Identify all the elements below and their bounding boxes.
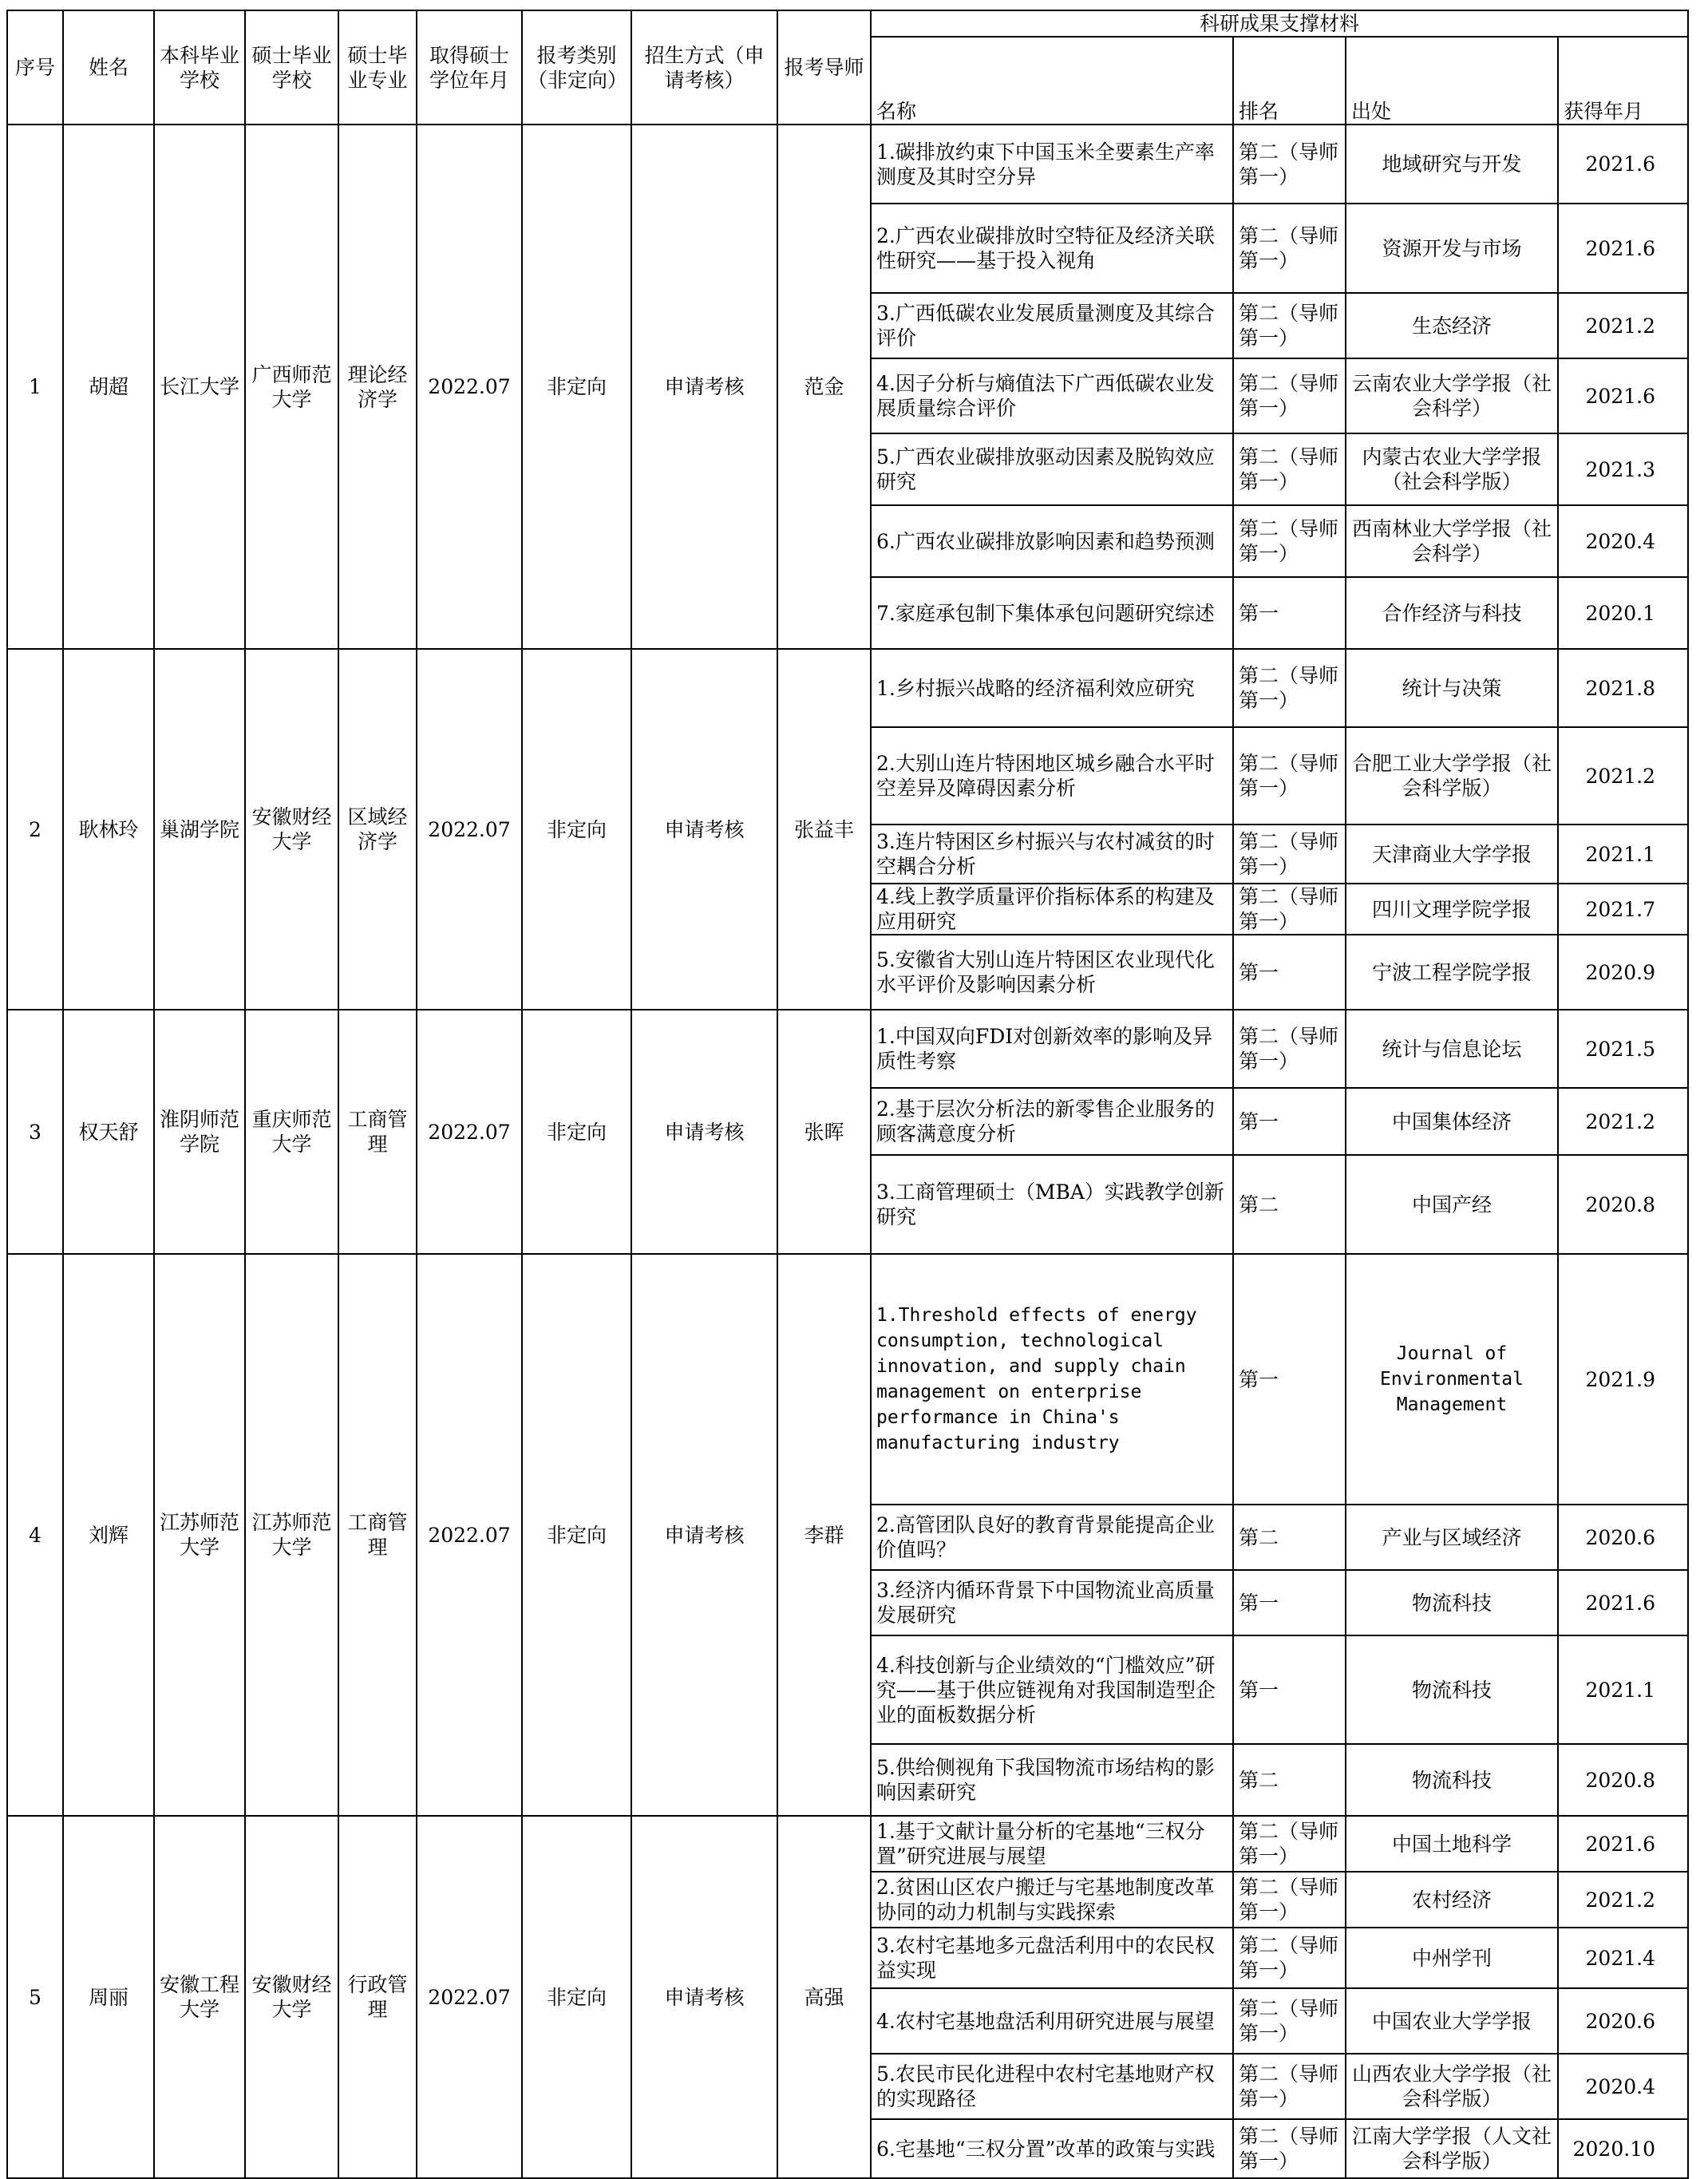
paper-source-cell: 天津商业大学学报 (1346, 825, 1558, 884)
header-degree-date: 取得硕士学位年月 (417, 10, 522, 125)
paper-date-cell: 2021.4 (1558, 1928, 1688, 1988)
student-degree-date-cell: 2022.07 (417, 125, 522, 649)
paper-source-cell: 生态经济 (1346, 293, 1558, 358)
header-paper-title: 名称 (871, 37, 1233, 125)
paper-source-cell: 西南林业大学学报（社会科学） (1346, 505, 1558, 577)
paper-title-cell: 5.供给侧视角下我国物流市场结构的影响因素研究 (871, 1744, 1233, 1816)
paper-title-cell: 1.Threshold effects of energy consumption, technological innovation, and supply chain management on enterprise performance in China's manufacturing industry (871, 1254, 1233, 1505)
paper-source-cell: 合肥工业大学学报（社会科学版） (1346, 727, 1558, 825)
student-degree-date-cell: 2022.07 (417, 649, 522, 1010)
paper-title-cell: 4.因子分析与熵值法下广西低碳农业发展质量综合评价 (871, 358, 1233, 433)
paper-source-cell: 江南大学学报（人文社会科学版） (1346, 2119, 1558, 2178)
paper-date-cell: 2020.4 (1558, 505, 1688, 577)
paper-date-cell: 2020.6 (1558, 1988, 1688, 2054)
paper-date-cell: 2021.6 (1558, 204, 1688, 293)
student-apply-type-cell: 非定向 (522, 1254, 631, 1816)
student-seq-cell: 2 (7, 649, 63, 1010)
student-name-cell: 权天舒 (63, 1010, 154, 1254)
paper-source-cell: Journal of Environmental Management (1346, 1254, 1558, 1505)
student-seq-cell: 1 (7, 125, 63, 649)
paper-source-cell: 统计与信息论坛 (1346, 1010, 1558, 1088)
paper-rank-cell: 第二（导师第一） (1233, 2054, 1346, 2119)
paper-rank-cell: 第二（导师第一） (1233, 884, 1346, 935)
paper-date-cell: 2020.4 (1558, 2054, 1688, 2119)
applicant-research-table (6, 10, 1689, 2179)
paper-title-cell: 4.农村宅基地盘活利用研究进展与展望 (871, 1988, 1233, 2054)
paper-row (7, 1816, 1688, 1872)
student-degree-date-cell: 2022.07 (417, 1816, 522, 2178)
paper-rank-cell: 第二（导师第一） (1233, 505, 1346, 577)
student-admission-cell: 申请考核 (631, 1010, 777, 1254)
header-advisor: 报考导师 (777, 10, 871, 125)
student-apply-type-cell: 非定向 (522, 125, 631, 649)
paper-title-cell: 2.高管团队良好的教育背景能提高企业价值吗？ (871, 1505, 1233, 1570)
paper-date-cell: 2021.6 (1558, 1570, 1688, 1635)
paper-source-cell: 资源开发与市场 (1346, 204, 1558, 293)
paper-title-cell: 3.经济内循环背景下中国物流业高质量发展研究 (871, 1570, 1233, 1635)
paper-title-cell: 1.中国双向FDI对创新效率的影响及异质性考察 (871, 1010, 1233, 1088)
paper-source-cell: 中国集体经济 (1346, 1088, 1558, 1155)
paper-title-cell: 4.线上教学质量评价指标体系的构建及应用研究 (871, 884, 1233, 935)
student-advisor-cell: 张益丰 (777, 649, 871, 1010)
student-undergrad-cell: 江苏师范大学 (154, 1254, 245, 1816)
header-research-materials: 科研成果支撑材料 (871, 10, 1688, 37)
paper-source-cell: 物流科技 (1346, 1570, 1558, 1635)
paper-title-cell: 6.宅基地“三权分置”改革的政策与实践 (871, 2119, 1233, 2178)
paper-rank-cell: 第二（导师第一） (1233, 358, 1346, 433)
paper-title-cell: 2.广西农业碳排放时空特征及经济关联性研究——基于投入视角 (871, 204, 1233, 293)
paper-title-cell: 7.家庭承包制下集体承包问题研究综述 (871, 577, 1233, 649)
paper-rank-cell: 第二（导师第一） (1233, 1872, 1346, 1928)
header-name: 姓名 (63, 10, 154, 125)
paper-title-cell: 4.科技创新与企业绩效的“门槛效应”研究——基于供应链视角对我国制造型企业的面板数据分析 (871, 1635, 1233, 1744)
paper-source-cell: 四川文理学院学报 (1346, 884, 1558, 935)
paper-source-cell: 内蒙古农业大学学报（社会科学版） (1346, 433, 1558, 505)
student-name-cell: 胡超 (63, 125, 154, 649)
paper-date-cell: 2021.2 (1558, 727, 1688, 825)
student-admission-cell: 申请考核 (631, 1816, 777, 2178)
header-master-major: 硕士毕业专业 (338, 10, 417, 125)
student-master-school-cell: 广西师范大学 (245, 125, 338, 649)
paper-date-cell: 2020.8 (1558, 1744, 1688, 1816)
paper-title-cell: 6.广西农业碳排放影响因素和趋势预测 (871, 505, 1233, 577)
paper-rank-cell: 第一 (1233, 1254, 1346, 1505)
student-undergrad-cell: 巢湖学院 (154, 649, 245, 1010)
student-apply-type-cell: 非定向 (522, 649, 631, 1010)
paper-date-cell: 2020.9 (1558, 935, 1688, 1010)
paper-title-cell: 1.碳排放约束下中国玉米全要素生产率测度及其时空分异 (871, 125, 1233, 204)
paper-source-cell: 农村经济 (1346, 1872, 1558, 1928)
paper-rank-cell: 第二（导师第一） (1233, 204, 1346, 293)
student-apply-type-cell: 非定向 (522, 1010, 631, 1254)
paper-date-cell: 2021.8 (1558, 649, 1688, 727)
student-name-cell: 刘辉 (63, 1254, 154, 1816)
header-paper-date: 获得年月 (1558, 37, 1688, 125)
paper-row (7, 125, 1688, 204)
student-admission-cell: 申请考核 (631, 1254, 777, 1816)
paper-title-cell: 3.农村宅基地多元盘活利用中的农民权益实现 (871, 1928, 1233, 1988)
student-master-school-cell: 江苏师范大学 (245, 1254, 338, 1816)
paper-rank-cell: 第二 (1233, 1505, 1346, 1570)
student-seq-cell: 4 (7, 1254, 63, 1816)
student-master-major-cell: 工商管理 (338, 1010, 417, 1254)
paper-rank-cell: 第一 (1233, 1570, 1346, 1635)
paper-source-cell: 中国产经 (1346, 1155, 1558, 1254)
paper-row (7, 1010, 1688, 1088)
student-master-major-cell: 行政管理 (338, 1816, 417, 2178)
student-seq-cell: 3 (7, 1010, 63, 1254)
header-row-top (7, 10, 1688, 37)
paper-date-cell: 2020.10 (1558, 2119, 1688, 2178)
student-master-school-cell: 安徽财经大学 (245, 649, 338, 1010)
paper-title-cell: 2.基于层次分析法的新零售企业服务的顾客满意度分析 (871, 1088, 1233, 1155)
paper-date-cell: 2021.2 (1558, 1088, 1688, 1155)
paper-date-cell: 2021.9 (1558, 1254, 1688, 1505)
paper-rank-cell: 第二（导师第一） (1233, 1988, 1346, 2054)
paper-title-cell: 3.广西低碳农业发展质量测度及其综合评价 (871, 293, 1233, 358)
paper-source-cell: 地域研究与开发 (1346, 125, 1558, 204)
paper-source-cell: 统计与决策 (1346, 649, 1558, 727)
paper-source-cell: 宁波工程学院学报 (1346, 935, 1558, 1010)
student-master-school-cell: 重庆师范大学 (245, 1010, 338, 1254)
student-master-major-cell: 理论经济学 (338, 125, 417, 649)
header-paper-rank: 排名 (1233, 37, 1346, 125)
paper-title-cell: 5.安徽省大别山连片特困区农业现代化水平评价及影响因素分析 (871, 935, 1233, 1010)
paper-source-cell: 中州学刊 (1346, 1928, 1558, 1988)
paper-title-cell: 2.贫困山区农户搬迁与宅基地制度改革协同的动力机制与实践探索 (871, 1872, 1233, 1928)
paper-date-cell: 2021.5 (1558, 1010, 1688, 1088)
student-advisor-cell: 范金 (777, 125, 871, 649)
student-advisor-cell: 高强 (777, 1816, 871, 2178)
paper-rank-cell: 第二 (1233, 1155, 1346, 1254)
student-name-cell: 周丽 (63, 1816, 154, 2178)
paper-source-cell: 云南农业大学学报（社会科学） (1346, 358, 1558, 433)
paper-date-cell: 2020.6 (1558, 1505, 1688, 1570)
paper-source-cell: 中国农业大学学报 (1346, 1988, 1558, 2054)
paper-rank-cell: 第二（导师第一） (1233, 433, 1346, 505)
paper-source-cell: 山西农业大学学报（社会科学版） (1346, 2054, 1558, 2119)
paper-source-cell: 合作经济与科技 (1346, 577, 1558, 649)
paper-date-cell: 2021.1 (1558, 825, 1688, 884)
student-advisor-cell: 李群 (777, 1254, 871, 1816)
paper-date-cell: 2021.1 (1558, 1635, 1688, 1744)
paper-rank-cell: 第一 (1233, 1088, 1346, 1155)
paper-row (7, 1254, 1688, 1505)
paper-title-cell: 5.农民市民化进程中农村宅基地财产权的实现路径 (871, 2054, 1233, 2119)
paper-source-cell: 产业与区域经济 (1346, 1505, 1558, 1570)
applicant-table-sheet (6, 10, 1689, 2179)
paper-title-cell: 3.连片特困区乡村振兴与农村减贫的时空耦合分析 (871, 825, 1233, 884)
paper-date-cell: 2021.7 (1558, 884, 1688, 935)
paper-title-cell: 1.乡村振兴战略的经济福利效应研究 (871, 649, 1233, 727)
paper-title-cell: 5.广西农业碳排放驱动因素及脱钩效应研究 (871, 433, 1233, 505)
paper-rank-cell: 第二（导师第一） (1233, 1010, 1346, 1088)
paper-title-cell: 2.大别山连片特困地区城乡融合水平时空差异及障碍因素分析 (871, 727, 1233, 825)
header-paper-source: 出处 (1346, 37, 1558, 125)
header-apply-type: 报考类别（非定向） (522, 10, 631, 125)
paper-rank-cell: 第二（导师第一） (1233, 2119, 1346, 2178)
header-undergrad-school: 本科毕业学校 (154, 10, 245, 125)
paper-source-cell: 物流科技 (1346, 1744, 1558, 1816)
student-advisor-cell: 张晖 (777, 1010, 871, 1254)
student-master-major-cell: 工商管理 (338, 1254, 417, 1816)
header-seq: 序号 (7, 10, 63, 125)
student-undergrad-cell: 长江大学 (154, 125, 245, 649)
paper-date-cell: 2021.6 (1558, 358, 1688, 433)
paper-rank-cell: 第二 (1233, 1744, 1346, 1816)
student-apply-type-cell: 非定向 (522, 1816, 631, 2178)
student-degree-date-cell: 2022.07 (417, 1010, 522, 1254)
paper-date-cell: 2021.2 (1558, 293, 1688, 358)
student-admission-cell: 申请考核 (631, 125, 777, 649)
student-degree-date-cell: 2022.07 (417, 1254, 522, 1816)
paper-date-cell: 2021.6 (1558, 1816, 1688, 1872)
student-master-major-cell: 区域经济学 (338, 649, 417, 1010)
paper-rank-cell: 第二（导师第一） (1233, 649, 1346, 727)
paper-rank-cell: 第一 (1233, 935, 1346, 1010)
paper-source-cell: 中国土地科学 (1346, 1816, 1558, 1872)
paper-rank-cell: 第二（导师第一） (1233, 125, 1346, 204)
paper-rank-cell: 第二（导师第一） (1233, 1816, 1346, 1872)
paper-title-cell: 3.工商管理硕士（MBA）实践教学创新研究 (871, 1155, 1233, 1254)
paper-rank-cell: 第一 (1233, 1635, 1346, 1744)
paper-date-cell: 2020.1 (1558, 577, 1688, 649)
student-master-school-cell: 安徽财经大学 (245, 1816, 338, 2178)
header-admission-method: 招生方式（申请考核） (631, 10, 777, 125)
student-undergrad-cell: 淮阴师范学院 (154, 1010, 245, 1254)
paper-date-cell: 2021.2 (1558, 1872, 1688, 1928)
header-master-school: 硕士毕业学校 (245, 10, 338, 125)
paper-rank-cell: 第二（导师第一） (1233, 727, 1346, 825)
student-admission-cell: 申请考核 (631, 649, 777, 1010)
paper-date-cell: 2021.3 (1558, 433, 1688, 505)
paper-date-cell: 2020.8 (1558, 1155, 1688, 1254)
paper-date-cell: 2021.6 (1558, 125, 1688, 204)
paper-rank-cell: 第二（导师第一） (1233, 293, 1346, 358)
paper-rank-cell: 第二（导师第一） (1233, 825, 1346, 884)
student-seq-cell: 5 (7, 1816, 63, 2178)
student-undergrad-cell: 安徽工程大学 (154, 1816, 245, 2178)
paper-row (7, 649, 1688, 727)
student-name-cell: 耿林玲 (63, 649, 154, 1010)
paper-rank-cell: 第二（导师第一） (1233, 1928, 1346, 1988)
paper-source-cell: 物流科技 (1346, 1635, 1558, 1744)
paper-rank-cell: 第一 (1233, 577, 1346, 649)
paper-title-cell: 1.基于文献计量分析的宅基地“三权分置”研究进展与展望 (871, 1816, 1233, 1872)
